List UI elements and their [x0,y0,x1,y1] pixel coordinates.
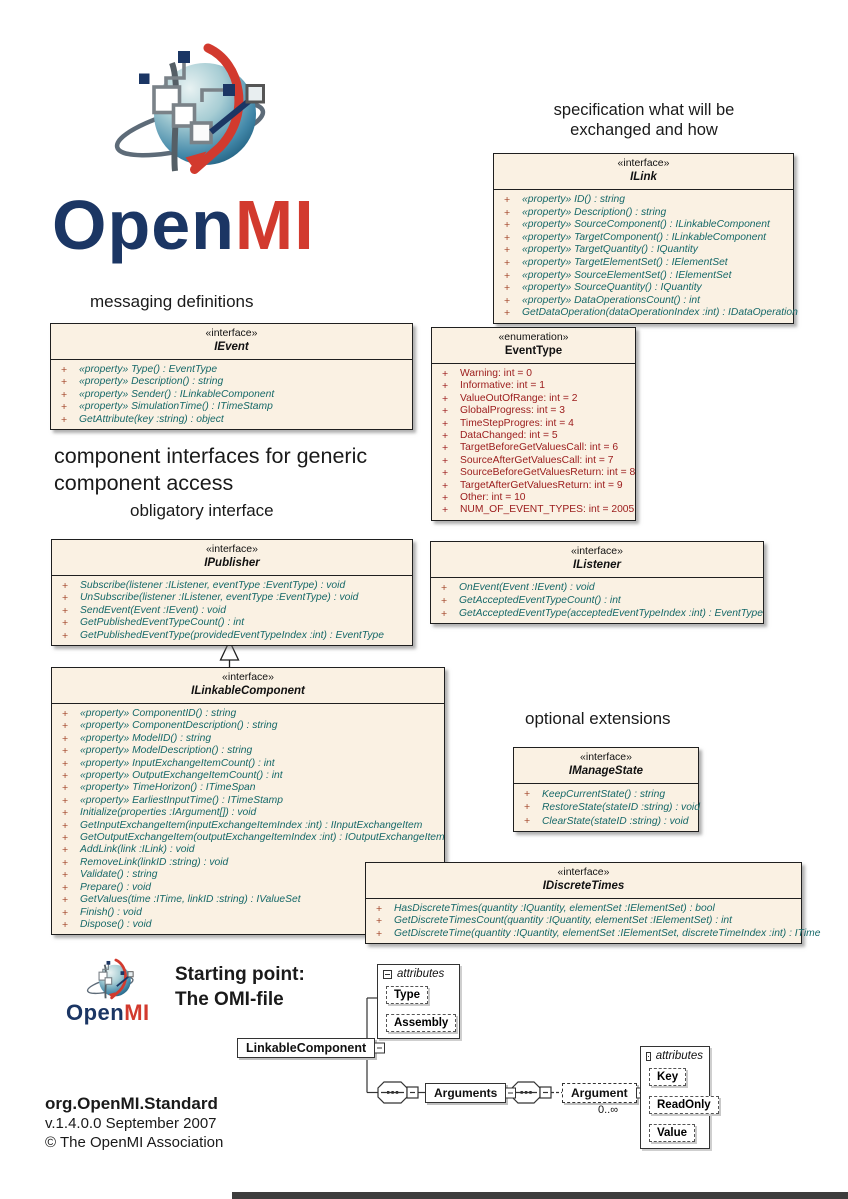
member-signature: Other: int = 10 [460,492,526,504]
visibility-public-symbol: + [442,467,449,480]
collapse-minus-icon[interactable] [383,970,392,979]
member-signature: ValueOutOfRange: int = 2 [460,392,578,404]
uml-class-imanagestate [513,747,699,832]
member-signature: GetDiscreteTimesCount(quantity :IQuantity, elementSet :IElementSet) : int [394,915,732,927]
xsd-attribute-key: Key [649,1068,686,1086]
uml-member-row [437,582,757,595]
visibility-public-symbol: + [442,442,449,455]
uml-member-row [500,232,787,245]
stereotype-label: «interface» [617,157,670,169]
ievent-header [51,324,412,360]
visibility-public-symbol: + [524,814,531,827]
heading-component-interfaces: component interfaces for generic component access [54,444,368,495]
member-signature: «property» TargetElementSet() : IElementSet [522,256,728,268]
visibility-public-symbol: + [62,629,69,642]
member-signature: «property» Description() : string [79,376,224,388]
uml-member-row [58,617,406,629]
visibility-public-symbol: + [504,231,511,244]
visibility-public-symbol: + [61,388,68,401]
visibility-public-symbol: + [441,582,448,594]
uml-member-row [58,592,406,604]
visibility-public-symbol: + [504,294,511,307]
member-signature: «property» EarliestInputTime() : ITimeStamp [80,794,283,806]
stereotype-label: «interface» [557,866,610,878]
visibility-public-symbol: + [62,580,69,592]
uml-member-row [500,307,798,320]
ilistener-header [431,542,763,578]
xsd-attributes-group-argument [640,1046,710,1149]
visibility-public-symbol: + [442,417,449,430]
uml-member-row [57,401,406,413]
imanagestate-header [514,748,698,784]
uml-member-row [438,418,629,430]
member-signature: GetOutputExchangeItem(outputExchangeItemIndex :int) : IOutputExchangeItem [80,832,445,844]
uml-member-row [58,820,438,832]
openmi-logo-graphic [112,42,292,192]
visibility-public-symbol: + [504,307,511,320]
uml-class-ievent [50,323,413,430]
xsd-element-linkablecomponent: LinkableComponent [237,1038,375,1058]
uml-member-row [437,595,757,608]
member-signature: «property» TimeHorizon() : ITimeSpan [80,782,256,794]
class-name: EventType [504,345,563,357]
member-signature: GetAcceptedEventType(acceptedEventTypeIndex :int) : EventType [459,607,763,619]
collapse-handle-icon[interactable] [374,1043,385,1054]
stereotype-label: «interface» [206,543,258,555]
uml-enum-eventtype [431,327,636,521]
eventtype-members [432,364,635,520]
member-signature: GetAcceptedEventTypeCount() : int [459,594,621,606]
visibility-public-symbol: + [442,454,449,467]
uml-member-row [438,492,629,504]
uml-member-row [58,605,406,617]
heading-starting-point: Starting point: The OMI-file [175,964,305,1010]
visibility-public-symbol: + [504,256,511,269]
uml-member-row [58,720,438,732]
uml-member-row [58,832,445,845]
uml-member-row [500,295,787,308]
member-signature: «property» ModelDescription() : string [80,745,253,757]
visibility-public-symbol: + [61,413,68,426]
member-signature: GetDataOperation(dataOperationIndex :int) : IDataOperation [522,307,798,319]
uml-member-row [438,405,629,417]
visibility-public-symbol: + [62,856,69,869]
visibility-public-symbol: + [62,617,69,630]
uml-member-row [500,219,787,232]
stereotype-label: «interface» [205,327,258,339]
uml-member-row [58,807,438,819]
visibility-public-symbol: + [62,720,69,733]
visibility-public-symbol: + [442,380,449,393]
heading-specification: specification what will be exchanged and how [553,101,735,139]
member-signature: RestoreState(stateID :string) : void [542,802,700,814]
openmi-logo-graphic-small [86,958,142,1005]
heading-messaging-definitions: messaging definitions [90,292,254,311]
xsd-element-argument: Argument [562,1083,637,1103]
visibility-public-symbol: + [62,592,69,605]
visibility-public-symbol: + [524,788,531,800]
idiscretetimes-header [366,863,801,899]
attributes-label: attributes [397,968,445,980]
eventtype-header [432,328,635,364]
visibility-public-symbol: + [442,430,449,443]
uml-member-row [520,788,692,801]
member-signature: Warning: int = 0 [460,368,533,379]
collapse-handle-icon[interactable] [505,1088,516,1099]
uml-member-row [500,244,787,257]
member-signature: «property» Type() : EventType [79,364,218,375]
ilink-header [494,154,793,190]
uml-member-row [500,207,787,220]
member-signature: «property» Sender() : ILinkableComponent [79,388,275,400]
heading-obligatory-interface: obligatory interface [130,501,274,520]
class-name: IListener [573,559,621,571]
xsd-attributes-group-root [377,964,460,1039]
uml-member-row [438,380,629,392]
visibility-public-symbol: + [524,801,531,814]
uml-member-row [438,430,629,442]
uml-member-row [520,815,692,828]
footer [45,1093,223,1152]
member-signature: GetAttribute(key :string) : object [79,413,224,425]
stereotype-label: «interface» [222,671,274,683]
idiscretetimes-members [366,899,821,943]
member-signature: GetInputExchangeItem(inputExchangeItemIndex :int) : IInputExchangeItem [80,819,423,831]
uml-member-row [58,844,438,856]
logo-open-text: Open [52,186,235,264]
openmi-logo-wordmark-small: OpenMI [66,1000,150,1025]
member-signature: GetPublishedEventTypeCount() : int [80,617,245,629]
class-name: ILinkableComponent [191,685,305,697]
member-signature: TargetBeforeGetValuesCall: int = 6 [460,442,619,454]
visibility-public-symbol: + [62,869,69,882]
ilistener-members [431,578,763,623]
member-signature: «property» InputExchangeItemCount() : int [80,757,275,769]
member-signature: «property» TargetComponent() : ILinkableComponent [522,231,767,243]
uml-member-row [57,389,406,401]
visibility-public-symbol: + [504,206,511,219]
uml-member-row [438,368,629,380]
visibility-public-symbol: + [62,881,69,894]
xsd-element-arguments: Arguments [425,1083,506,1103]
member-signature: OnEvent(Event :IEvent) : void [459,582,595,593]
uml-member-row [372,903,795,915]
uml-member-row [58,630,406,642]
member-signature: Validate() : string [80,869,158,881]
footer-version: v.1.4.0.0 September 2007 [45,1115,217,1132]
stereotype-label: «interface» [580,751,632,763]
member-signature: TimeStepProgres: int = 4 [460,417,574,429]
member-signature: RemoveLink(linkID :string) : void [80,856,229,868]
member-signature: «property» TargetQuantity() : IQuantity [522,244,698,256]
class-name: IPublisher [204,557,260,569]
visibility-public-symbol: + [62,906,69,919]
uml-member-row [500,282,787,295]
visibility-public-symbol: + [442,479,449,492]
visibility-public-symbol: + [376,927,383,940]
visibility-public-symbol: + [62,770,69,783]
class-name: IDiscreteTimes [542,880,625,892]
uml-member-row [438,480,629,492]
visibility-public-symbol: + [504,269,511,282]
uml-member-row [372,927,821,940]
uml-member-row [58,782,438,794]
visibility-public-symbol: + [62,918,69,931]
member-signature: GetDiscreteTime(quantity :IQuantity, elementSet :IElementSet, discreteTimeIndex :int) : ITime [394,927,821,939]
uml-class-idiscretetimes [365,862,821,944]
uml-member-row [438,393,629,405]
visibility-public-symbol: + [441,594,448,607]
member-signature: GetPublishedEventType(providedEventTypeIndex :int) : EventType [80,629,384,641]
xsd-attribute-type: Type [386,986,428,1004]
member-signature: «property» SimulationTime() : ITimeStamp [79,401,273,413]
uml-member-row [438,467,636,480]
visibility-public-symbol: + [442,492,449,505]
uml-member-row [438,455,629,467]
member-signature: «property» SourceQuantity() : IQuantity [522,282,702,294]
visibility-public-symbol: + [61,364,68,376]
member-signature: SourceBeforeGetValuesReturn: int = 8 [460,467,636,479]
uml-class-ilink [493,153,798,324]
logo-mi-text: MI [234,186,315,264]
visibility-public-symbol: + [504,194,511,206]
visibility-public-symbol: + [62,745,69,758]
visibility-public-symbol: + [62,794,69,807]
member-signature: GlobalProgress: int = 3 [460,405,566,417]
class-name: IEvent [214,341,249,353]
uml-member-row [500,257,787,270]
visibility-public-symbol: + [376,903,383,915]
imanagestate-members [514,784,698,831]
visibility-public-symbol: + [504,244,511,257]
visibility-public-symbol: + [62,604,69,617]
member-signature: Initialize(properties :IArgument[]) : void [80,807,257,819]
member-signature: KeepCurrentState() : string [542,789,666,800]
member-signature: «property» Description() : string [522,206,667,218]
member-signature: TargetAfterGetValuesReturn: int = 9 [460,479,623,491]
uml-member-row [58,758,438,770]
xsd-attribute-assembly: Assembly [386,1014,456,1032]
visibility-public-symbol: + [62,708,69,720]
visibility-public-symbol: + [442,504,449,517]
ievent-members [51,360,412,429]
member-signature: HasDiscreteTimes(quantity :IQuantity, elementSet :IElementSet) : bool [394,903,715,914]
sequence-icon [512,1082,551,1103]
ilinkable-header [52,668,444,704]
openmi-logo-wordmark [52,186,315,264]
uml-member-row [58,580,406,592]
uml-class-ipublisher [51,539,413,646]
uml-member-row [437,607,763,621]
member-signature: «property» ModelID() : string [80,732,212,744]
visibility-public-symbol: + [62,832,69,845]
member-signature: GetValues(time :ITime, linkID :string) : IValueSet [80,894,301,906]
class-name: ILink [630,171,657,183]
member-signature: «property» ComponentDescription() : string [80,720,278,732]
xsd-attribute-readonly: ReadOnly [649,1096,719,1114]
visibility-public-symbol: + [442,392,449,405]
visibility-public-symbol: + [61,401,68,414]
uml-member-row [438,504,635,517]
attributes-label: attributes [655,1050,703,1062]
uml-member-row [58,745,438,757]
page-bottom-edge [232,1192,848,1199]
uml-member-row [58,708,438,720]
uml-member-row [520,801,700,814]
visibility-public-symbol: + [62,732,69,745]
member-signature: Finish() : void [80,906,142,918]
uml-member-row [58,795,438,807]
sequence-icon [378,1082,418,1103]
visibility-public-symbol: + [504,282,511,295]
xsd-multiplicity-label: 0..∞ [598,1104,619,1116]
uml-member-row [500,270,787,283]
member-signature: «property» ComponentID() : string [80,708,237,719]
uml-member-row [500,194,787,207]
visibility-public-symbol: + [442,405,449,418]
member-signature: ClearState(stateID :string) : void [542,815,689,827]
member-signature: «property» SourceComponent() : ILinkableComponent [522,219,770,231]
member-signature: DataChanged: int = 5 [460,430,558,442]
visibility-public-symbol: + [61,376,68,389]
member-signature: NUM_OF_EVENT_TYPES: int = 2005 [460,504,635,516]
stereotype-label: «interface» [571,545,623,557]
member-signature: «property» OutputExchangeItemCount() : int [80,770,283,782]
member-signature: «property» DataOperationsCount() : int [522,294,700,306]
footer-product-name: org.OpenMI.Standard [45,1094,218,1113]
ipublisher-header [52,540,412,576]
member-signature: AddLink(link :ILink) : void [80,844,195,856]
member-signature: UnSubscribe(listener :IListener, eventType :EventType) : void [80,592,359,604]
uml-member-row [438,442,629,454]
visibility-public-symbol: + [62,894,69,907]
visibility-public-symbol: + [62,807,69,820]
class-name: IManageState [568,765,644,777]
member-signature: Informative: int = 1 [460,380,545,392]
uml-member-row [57,414,406,426]
member-signature: «property» SourceElementSet() : IElementSet [522,269,732,281]
stereotype-label: «enumeration» [498,331,569,343]
member-signature: Dispose() : void [80,918,152,930]
visibility-public-symbol: + [62,782,69,795]
xsd-attribute-value: Value [649,1124,695,1142]
visibility-public-symbol: + [376,915,383,928]
footer-copyright: © The OpenMI Association [45,1134,224,1151]
collapse-minus-icon[interactable] [646,1052,651,1061]
uml-member-row [58,733,438,745]
member-signature: Prepare() : void [80,881,151,893]
visibility-public-symbol: + [442,368,449,380]
ilink-members [494,190,798,323]
uml-member-row [57,376,406,388]
visibility-public-symbol: + [62,844,69,857]
uml-member-row [372,915,795,927]
ipublisher-members [52,576,412,645]
heading-optional-extensions: optional extensions [525,709,671,728]
visibility-public-symbol: + [62,757,69,770]
member-signature: SendEvent(Event :IEvent) : void [80,604,226,616]
visibility-public-symbol: + [504,219,511,232]
visibility-public-symbol: + [441,607,448,620]
member-signature: SourceAfterGetValuesCall: int = 7 [460,454,614,466]
uml-class-ilistener [430,541,764,624]
member-signature: Subscribe(listener :IListener, eventType :EventType) : void [80,580,346,591]
uml-member-row [57,364,406,376]
member-signature: «property» ID() : string [522,194,626,205]
visibility-public-symbol: + [62,819,69,832]
uml-member-row [58,770,438,782]
